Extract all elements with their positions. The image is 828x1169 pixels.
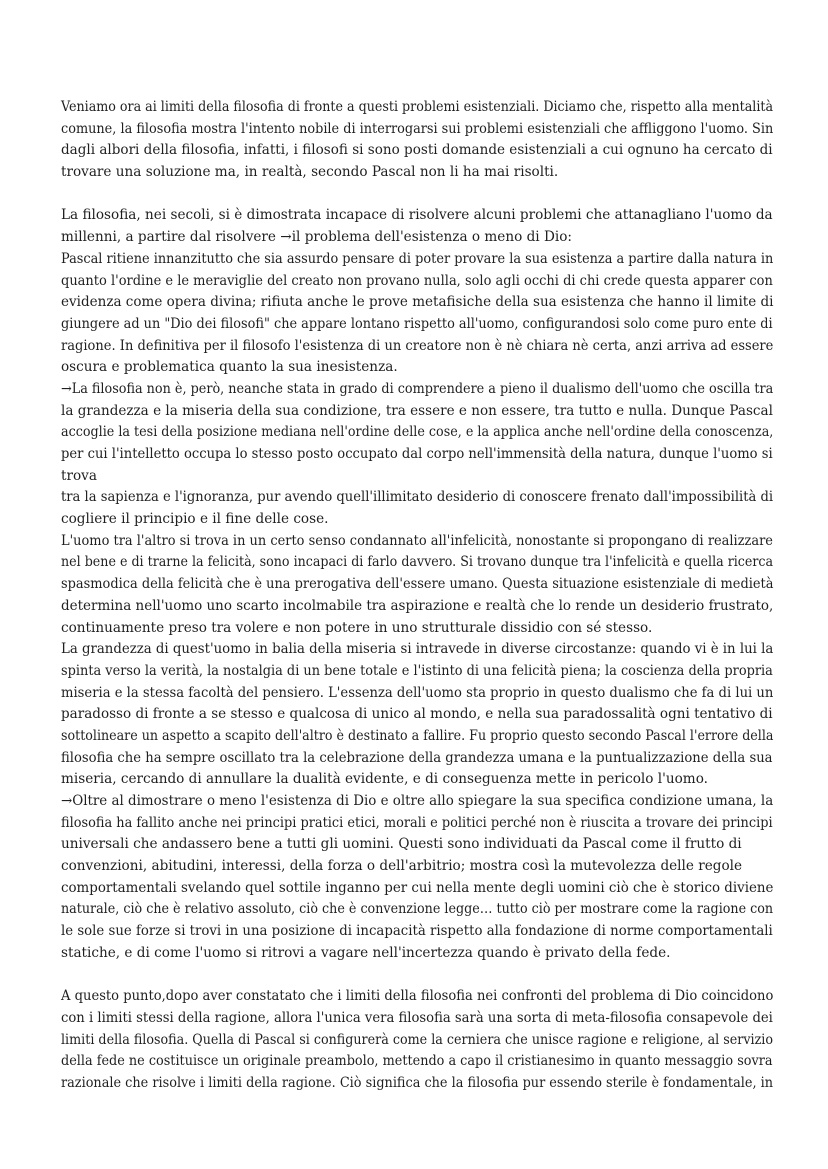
text-line: con i limiti stessi della ragione, allora l'unica vera filosofia sarà una sorta di meta-filosofia consapevole dei <box>61 1009 773 1026</box>
text-line: statiche, e di come l'uomo si ritrovi a vagare nell'incertezza quando è privato della fede. <box>61 944 671 961</box>
text-line: razionale che risolve i limiti della ragione. Ciò significa che la filosofia pur essendo sterile è fondamentale, in <box>61 1074 774 1091</box>
document-page <box>61 97 773 1095</box>
text-line: La filosofia, nei secoli, si è dimostrata incapace di risolvere alcuni problemi che attanagliano l'uomo da <box>61 207 773 224</box>
text-line: per cui l'intelletto occupa lo stesso posto occupato dal corpo nell'immensità della natura, dunque l'uomo si <box>61 446 773 462</box>
text-line: filosofia ha fallito anche nei principi pratici etici, morali e politici perché non è riuscita a trovare dei principi <box>61 814 773 831</box>
text-line: accoglie la tesi della posizione mediana nell'ordine delle cose, e la applica anche nell'ordine della conoscenza, <box>61 424 774 441</box>
text-line: comune, la filosofia mostra l'intento nobile di interrogarsi sui problemi esistenziali che affliggono l'uomo. Sin <box>61 120 774 137</box>
text-line: miseria, cercando di annullare la dualità evidente, e di conseguenza mette in pericolo l'uomo. <box>61 771 708 788</box>
text-line: giungere ad un "Dio dei filosofi" che appare lontano rispetto all'uomo, configurandosi solo come puro ente di <box>61 315 773 332</box>
text-line: Veniamo ora ai limiti della filosofia di fronte a questi problemi esistenziali. Diciamo che, rispetto alla mentalità <box>61 99 774 115</box>
text-line: paradosso di fronte a se stesso e qualcosa di unico al mondo, e nella sua paradossalità ogni tentativo di <box>61 706 773 723</box>
text-line: La grandezza di quest'uomo in balia della miseria si intravede in diverse circostanze: quando vi è in lui la <box>61 641 774 658</box>
paragraph <box>61 986 773 1094</box>
paragraph <box>61 205 773 964</box>
text-line: A questo punto,dopo aver constatato che i limiti della filosofia nei confronti del problema di Dio coincidono <box>61 988 774 1005</box>
text-line: continuamente preso tra volere e non potere in uno strutturale dissidio con sé stesso. <box>61 619 653 636</box>
text-line: millenni, a partire dal risolvere →il problema dell'esistenza o meno di Dio: <box>61 229 572 246</box>
text-line: nel bene e di trarne la felicità, sono incapaci di farlo davvero. Si trovano dunque tra l'infelicità e quella ricerca <box>61 554 774 571</box>
text-line: universali che andassero bene a tutti gli uomini. Questi sono individuati da Pascal come il frutto di <box>61 836 742 853</box>
text-line: la grandezza e la miseria della sua condizione, tra essere e non essere, tra tutto e nulla. Dunque Pascal <box>61 402 773 419</box>
paragraph-gap <box>61 965 773 987</box>
text-line: Pascal ritiene innanzitutto che sia assurdo pensare di poter provare la sua esistenza a partire dalla natura in <box>61 250 774 267</box>
text-line: naturale, ciò che è relativo assoluto, ciò che è convenzione legge… tutto ciò per mostrare come la ragione con <box>61 901 774 918</box>
text-line: filosofia che ha sempre oscillato tra la celebrazione della grandezza umana e la puntualizzazione della sua <box>61 749 773 766</box>
text-line: oscura e problematica quanto la sua inesistenza. <box>61 359 398 376</box>
text-line: convenzioni, abitudini, interessi, della forza o dell'arbitrio; mostra così la mutevolezza delle regole <box>61 858 743 875</box>
text-line: →La filosofia non è, però, neanche stata in grado di comprendere a pieno il dualismo dell'uomo che oscilla tra <box>61 380 774 397</box>
text-line: dagli albori della filosofia, infatti, i filosofi si sono posti domande esistenziali a cui ognuno ha cercato di <box>61 142 773 159</box>
text-line: determina nell'uomo uno scarto incolmabile tra aspirazione e realtà che lo rende un desiderio frustrato, <box>61 597 774 614</box>
paragraph <box>61 97 773 184</box>
paragraph-gap <box>61 184 773 206</box>
text-line: miseria e la stessa facoltà del pensiero. L'essenza dell'uomo sta proprio in questo dualismo che fa di lui un <box>61 684 774 701</box>
text-line: comportamentali svelando quel sottile inganno per cui nella mente degli uomini ciò che è storico diviene <box>61 879 774 896</box>
text-line: ragione. In definitiva per il filosofo l'esistenza di un creatore non è nè chiara nè certa, anzi arriva ad essere <box>61 337 774 354</box>
text-line: tra la sapienza e l'ignoranza, pur avendo quell'illimitato desiderio di conoscere frenato dall'impossibilità di <box>61 489 774 506</box>
text-line: spinta verso la verità, la nostalgia di un bene totale e l'istinto di una felicità piena; la coscienza della propria <box>61 662 773 679</box>
text-line: sottolineare un aspetto a scapito dell'altro è destinato a fallire. Fu proprio questo secondo Pascal l'errore della <box>61 727 774 744</box>
text-line: spasmodica della felicità che è una prerogativa dell'essere umano. Questa situazione esistenziale di medietà <box>61 576 774 593</box>
text-line: quanto l'ordine e le meraviglie del creato non provano nulla, solo agli occhi di chi crede questa apparer con <box>61 272 773 289</box>
text-line: L'uomo tra l'altro si trova in un certo senso condannato all'infelicità, nonostante si propongano di realizzare <box>61 532 773 549</box>
text-line: le sole sue forze si trovi in una posizione di incapacità rispetto alla fondazione di norme comportamentali <box>61 923 773 940</box>
text-line: limiti della filosofia. Quella di Pascal si configurerà come la cerniera che unisce ragione e religione, al servizio <box>61 1031 773 1048</box>
text-line: cogliere il principio e il fine delle cose. <box>61 511 329 528</box>
text-line: trovare una soluzione ma, in realtà, secondo Pascal non li ha mai risolti. <box>61 164 559 181</box>
text-line: evidenza come opera divina; rifiuta anche le prove metafisiche della sua esistenza che hanno il limite di <box>61 294 774 311</box>
text-line: della fede ne costituisce un originale preambolo, mettendo a capo il cristianesimo in quanto messaggio sovra <box>61 1053 773 1070</box>
text-line: trova <box>61 467 97 484</box>
text-line: →Oltre al dimostrare o meno l'esistenza di Dio e oltre allo spiegare la sua specifica condizione umana, la <box>61 793 774 809</box>
